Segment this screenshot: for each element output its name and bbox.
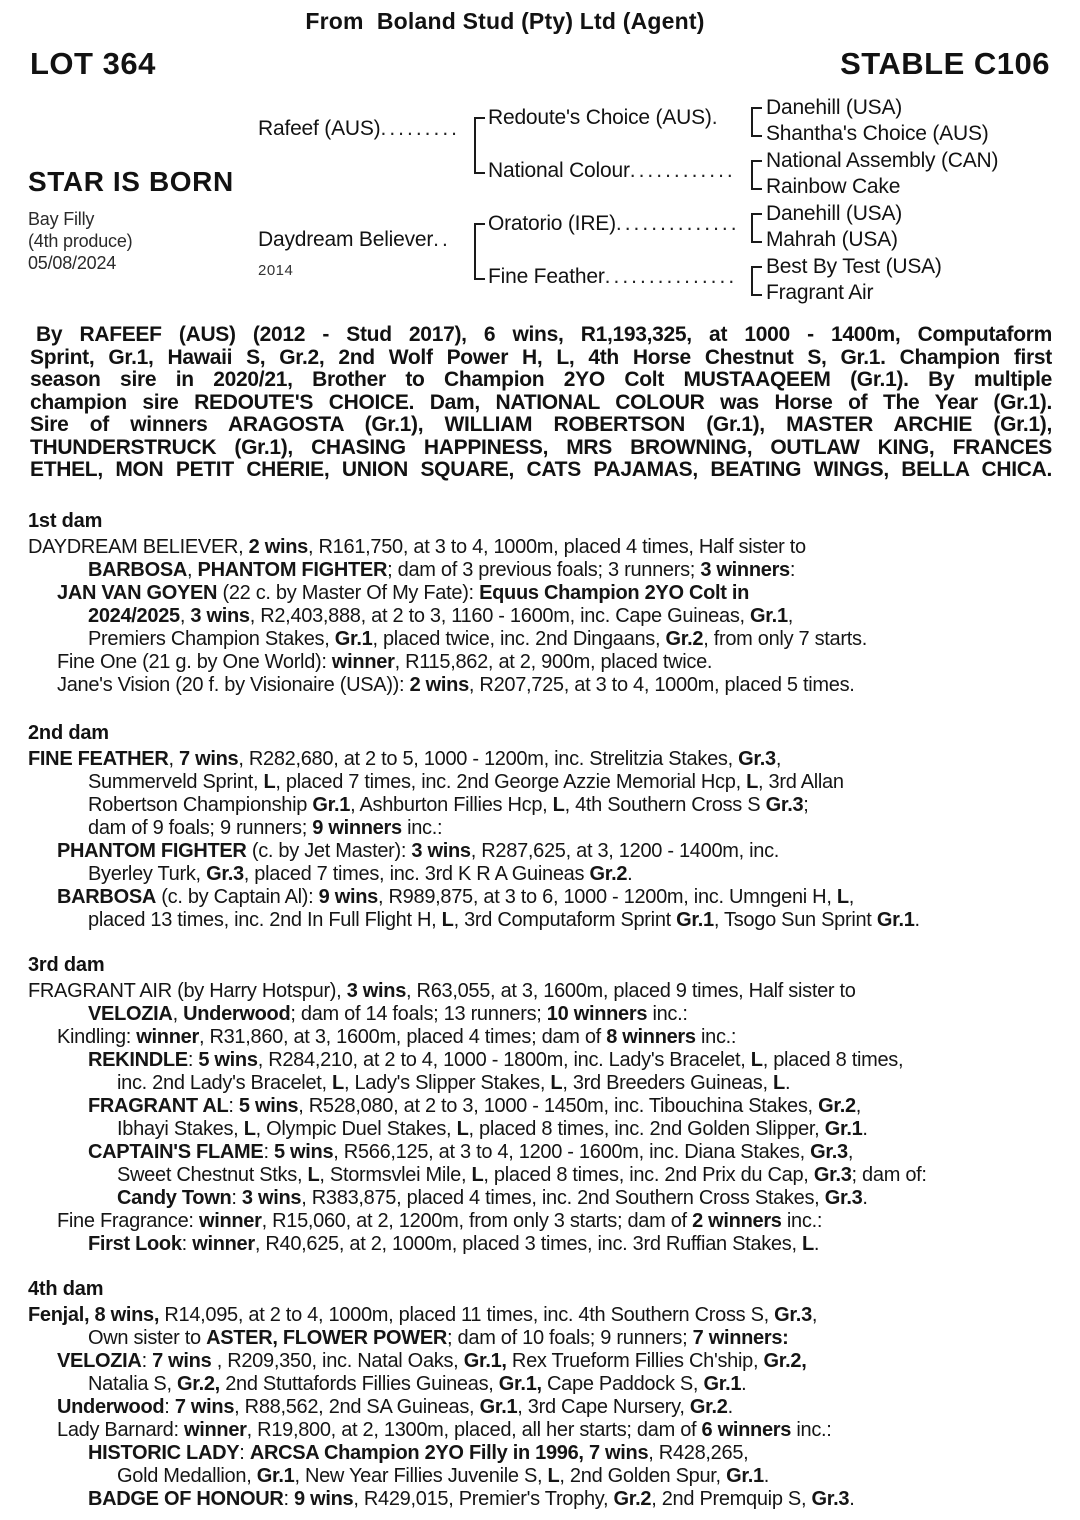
sire-summary-line: Sprint, Gr.1, Hawaii S, Gr.2, 2nd Wolf Power H, L, 4th Horse Chestnut S, Gr.1. Champion first bbox=[30, 345, 1052, 369]
pedigree-bracket bbox=[474, 117, 485, 174]
pedigree-text-line bbox=[28, 536, 1054, 559]
emphasized-text: Gr.1 bbox=[479, 1396, 518, 1418]
plain-text: , R287,625, at 3, 1200 - 1400m, inc. bbox=[470, 840, 780, 862]
plain-text: inc. 2nd Lady's Bracelet, bbox=[117, 1072, 333, 1094]
pedigree-bracket bbox=[751, 266, 762, 296]
emphasized-text: Gr.2 bbox=[665, 628, 704, 650]
leader-dots: . bbox=[711, 106, 721, 129]
plain-text: ; dam of 10 foals; 9 runners; bbox=[447, 1327, 693, 1349]
emphasized-text: Gr.3 bbox=[774, 1304, 812, 1326]
plain-text: Premiers Champion Stakes, bbox=[88, 628, 335, 650]
plain-text: . bbox=[914, 909, 920, 931]
plain-text: , R209,350, inc. Natal Oaks, bbox=[211, 1350, 464, 1372]
emphasized-text: L bbox=[550, 1072, 563, 1094]
emphasized-text: 9 winners bbox=[312, 817, 402, 839]
pedigree-name-text: Fragrant Air bbox=[766, 281, 874, 304]
plain-text: Summerveld Sprint, bbox=[88, 771, 264, 793]
pedigree-gen3-name bbox=[766, 202, 902, 226]
emphasized-text: L bbox=[243, 1118, 256, 1140]
emphasized-text: Equus Champion 2YO Colt in bbox=[479, 582, 750, 604]
plain-text: , bbox=[179, 605, 191, 627]
plain-text: (c. by Captain Al): bbox=[156, 886, 319, 908]
emphasized-text: Gr.2 bbox=[613, 1488, 652, 1510]
pedigree-text-line bbox=[28, 1233, 1054, 1256]
pedigree-text-line bbox=[28, 1141, 1054, 1164]
pedigree-name-text: Daydream Believer bbox=[258, 228, 434, 251]
plain-text: : bbox=[263, 1141, 274, 1163]
leader-dots: .. bbox=[433, 228, 451, 251]
emphasized-text: L bbox=[801, 1233, 814, 1255]
plain-text: , bbox=[172, 1003, 184, 1025]
pedigree-bracket bbox=[751, 160, 762, 190]
emphasized-text: BARBOSA bbox=[88, 559, 188, 581]
emphasized-text: 2 winners bbox=[692, 1210, 782, 1232]
sire-summary-line: season sire in 2020/21, Brother to Champion 2YO Colt MUSTAAQEEM (Gr.1). By multiple bbox=[30, 368, 1052, 391]
plain-text: . bbox=[862, 1187, 868, 1209]
dam-section-title: 1st dam bbox=[28, 510, 103, 532]
pedigree-text-line bbox=[28, 1049, 1054, 1072]
plain-text: . bbox=[763, 1465, 770, 1487]
pedigree-text-line bbox=[28, 651, 1054, 674]
plain-text: , Tsogo Sun Sprint bbox=[713, 909, 877, 931]
pedigree-text-line bbox=[28, 1373, 1054, 1396]
sire-summary-paragraph bbox=[30, 324, 1052, 482]
plain-text: Rex Trueform Fillies Ch'ship, bbox=[506, 1350, 764, 1372]
plain-text: ; dam of 3 previous foals; 3 runners; bbox=[387, 559, 701, 581]
plain-text: . bbox=[862, 1118, 868, 1140]
emphasized-text: L bbox=[547, 1465, 560, 1487]
plain-text: , R429,015, Premier's Trophy, bbox=[353, 1488, 614, 1510]
lot-number: LOT 364 bbox=[30, 46, 156, 81]
leader-dots: ............... bbox=[604, 265, 738, 288]
emphasized-text: Gr.3 bbox=[738, 748, 776, 770]
plain-text: , R566,125, at 3 to 4, 1200 - 1600m, inc. Diana Stakes, bbox=[333, 1141, 811, 1163]
pedigree-text-line bbox=[28, 1304, 1054, 1327]
plain-text: , bbox=[187, 559, 198, 581]
pedigree-text-line bbox=[28, 1327, 1054, 1350]
plain-text: : bbox=[239, 1442, 250, 1464]
plain-text: , placed 8 times, inc. 2nd Prix du Cap, bbox=[483, 1164, 814, 1186]
plain-text: R14,095, at 2 to 4, 1000m, placed 11 times, inc. 4th Southern Cross S, bbox=[159, 1304, 775, 1326]
plain-text: , placed twice, inc. 2nd Dingaans, bbox=[372, 628, 666, 650]
plain-text: Lady Barnard: bbox=[57, 1419, 184, 1441]
plain-text: inc.: bbox=[695, 1026, 737, 1048]
emphasized-text: 3 wins bbox=[190, 605, 250, 627]
emphasized-text: L bbox=[836, 886, 849, 908]
plain-text: . bbox=[741, 1373, 747, 1395]
pedigree-text-line bbox=[28, 559, 1054, 582]
pedigree-gen3-name bbox=[766, 149, 998, 173]
plain-text: , bbox=[811, 1304, 818, 1326]
emphasized-text: Gr.1 bbox=[824, 1118, 863, 1140]
plain-text: Byerley Turk, bbox=[88, 863, 207, 885]
sire-summary-line: ETHEL, MON PETIT CHERIE, UNION SQUARE, CATS PAJAMAS, BEATING WINGS, BELLA CHICA. bbox=[30, 458, 1052, 481]
emphasized-text: Gr.1, bbox=[498, 1373, 542, 1395]
plain-text: , placed 7 times, inc. 3rd K R A Guineas bbox=[243, 863, 590, 885]
pedigree-gen3-name bbox=[766, 122, 989, 146]
pedigree-text-line bbox=[28, 1210, 1054, 1233]
emphasized-text: Candy Town bbox=[117, 1187, 232, 1209]
plain-text: Robertson Championship bbox=[88, 794, 313, 816]
emphasized-text: Gr.1 bbox=[312, 794, 351, 816]
plain-text: , bbox=[775, 748, 782, 770]
plain-text: , R528,080, at 2 to 3, 1000 - 1450m, inc. Tibouchina Stakes, bbox=[298, 1095, 819, 1117]
pedigree-text-line bbox=[28, 1419, 1054, 1442]
pedigree-gen2-name bbox=[488, 106, 721, 130]
leader-dots: .............. bbox=[615, 212, 740, 235]
emphasized-text: ARCSA Champion 2YO Filly in 1996, 7 wins bbox=[249, 1442, 649, 1464]
pedigree-dam-year: 2014 bbox=[258, 262, 294, 279]
pedigree-name-text: Danehill (USA) bbox=[766, 96, 903, 119]
emphasized-text: Underwood bbox=[183, 1003, 291, 1025]
horse-produce-note: (4th produce) bbox=[28, 231, 133, 251]
pedigree-text-line bbox=[28, 1442, 1054, 1465]
emphasized-text: L bbox=[471, 1164, 484, 1186]
emphasized-text: 5 wins bbox=[238, 1095, 299, 1117]
plain-text: , R15,060, at 2, 1200m, from only 3 starts; dam of bbox=[261, 1210, 693, 1232]
pedigree-name-text: Redoute's Choice (AUS) bbox=[488, 106, 712, 129]
consignor-line: From Boland Stud (Pty) Ltd (Agent) bbox=[305, 8, 705, 34]
emphasized-text: 2 wins bbox=[409, 674, 469, 696]
emphasized-text: ASTER, FLOWER POWER bbox=[206, 1327, 448, 1349]
pedigree-text-line bbox=[28, 628, 1054, 651]
plain-text: ; dam of 14 foals; 13 runners; bbox=[290, 1003, 547, 1025]
emphasized-text: REKINDLE bbox=[88, 1049, 188, 1071]
dam-section bbox=[28, 510, 1054, 697]
plain-text: , bbox=[848, 886, 855, 908]
plain-text: Fine Fragrance: bbox=[57, 1210, 199, 1232]
pedigree-text-line bbox=[28, 817, 1054, 840]
plain-text: : bbox=[141, 1350, 153, 1372]
plain-text: , placed 8 times, bbox=[762, 1049, 904, 1071]
pedigree-bracket bbox=[751, 213, 762, 243]
dam-section-title: 4th dam bbox=[28, 1278, 104, 1300]
plain-text: : bbox=[283, 1488, 295, 1510]
pedigree-text-line bbox=[28, 886, 1054, 909]
emphasized-text: Gr.3 bbox=[765, 794, 804, 816]
emphasized-text: First Look bbox=[88, 1233, 182, 1255]
emphasized-text: 7 wins bbox=[152, 1350, 212, 1372]
emphasized-text: winner bbox=[198, 1210, 262, 1232]
emphasized-text: 8 winners bbox=[606, 1026, 696, 1048]
pedigree-text-line bbox=[28, 748, 1054, 771]
plain-text: inc.: bbox=[791, 1419, 832, 1441]
plain-text: : bbox=[187, 1049, 199, 1071]
emphasized-text: L bbox=[263, 771, 276, 793]
plain-text: . bbox=[849, 1488, 855, 1510]
plain-text: , Olympic Duel Stakes, bbox=[255, 1118, 457, 1140]
plain-text: , R31,860, at 3, 1600m, placed 4 times; dam of bbox=[198, 1026, 607, 1048]
plain-text: Jane's Vision (20 f. by Visionaire (USA)): bbox=[57, 674, 410, 696]
plain-text: : bbox=[228, 1095, 239, 1117]
pedigree-text-line bbox=[28, 1488, 1054, 1511]
plain-text: , 2nd Golden Spur, bbox=[559, 1465, 727, 1487]
pedigree-gen2-name bbox=[488, 265, 737, 289]
pedigree-text-line bbox=[28, 771, 1054, 794]
pedigree-name-text: Oratorio (IRE) bbox=[488, 212, 616, 235]
plain-text: placed 13 times, inc. 2nd In Full Flight H, bbox=[88, 909, 442, 931]
plain-text: , R989,875, at 3 to 6, 1000 - 1200m, inc. Umngeni H, bbox=[378, 886, 837, 908]
pedigree-text-line bbox=[28, 605, 1054, 628]
emphasized-text: 10 winners bbox=[546, 1003, 648, 1025]
dam-section bbox=[28, 722, 1054, 932]
plain-text: , from only 7 starts. bbox=[703, 628, 867, 650]
plain-text: : bbox=[231, 1187, 242, 1209]
emphasized-text: Gr.3 bbox=[824, 1187, 863, 1209]
plain-text: , R284,210, at 2 to 4, 1000 - 1800m, inc. Lady's Bracelet, bbox=[257, 1049, 751, 1071]
pedigree-text-line bbox=[28, 980, 1054, 1003]
pedigree-bracket bbox=[474, 223, 485, 280]
emphasized-text: Gr.1 bbox=[334, 628, 373, 650]
pedigree-name-text: National Assembly (CAN) bbox=[766, 149, 999, 172]
pedigree-gen3-name bbox=[766, 255, 942, 279]
pedigree-gen3-name bbox=[766, 175, 900, 199]
pedigree-dam-name bbox=[258, 228, 451, 252]
plain-text: Natalia S, bbox=[88, 1373, 177, 1395]
plain-text: , R19,800, at 2, 1300m, placed, all her starts; dam of bbox=[246, 1419, 702, 1441]
plain-text: : bbox=[164, 1396, 175, 1418]
emphasized-text: L bbox=[552, 794, 565, 816]
emphasized-text: PHANTOM FIGHTER bbox=[57, 840, 247, 862]
emphasized-text: VELOZIA bbox=[88, 1003, 173, 1025]
plain-text: . bbox=[727, 1396, 733, 1418]
plain-text: ; dam of: bbox=[851, 1164, 927, 1186]
emphasized-text: HISTORIC LADY bbox=[88, 1442, 240, 1464]
emphasized-text: Underwood bbox=[57, 1396, 165, 1418]
emphasized-text: 6 winners bbox=[701, 1419, 792, 1441]
emphasized-text: L bbox=[332, 1072, 344, 1094]
plain-text: Ibhayi Stakes, bbox=[117, 1118, 244, 1140]
emphasized-text: winner bbox=[331, 651, 395, 673]
pedigree-text-line bbox=[28, 1164, 1054, 1187]
plain-text: , 2nd Premquip S, bbox=[651, 1488, 812, 1510]
plain-text: , 3rd Allan bbox=[758, 771, 844, 793]
emphasized-text: Gr.1 bbox=[676, 909, 714, 931]
plain-text: , R282,680, at 2 to 5, 1000 - 1200m, inc. Strelitzia Stakes, bbox=[238, 748, 739, 770]
plain-text: , R383,875, placed 4 times, inc. 2nd Southern Cross Stakes, bbox=[301, 1187, 825, 1209]
plain-text: , placed 7 times, inc. 2nd George Azzie Memorial Hcp, bbox=[275, 771, 747, 793]
emphasized-text: 3 winners bbox=[700, 559, 790, 581]
emphasized-text: Fenjal, 8 wins, bbox=[28, 1304, 160, 1326]
emphasized-text: 7 wins bbox=[179, 748, 239, 770]
sire-summary-line: THUNDERSTRUCK (Gr.1), CHASING HAPPINESS, MRS BROWNING, OUTLAW KING, FRANCES bbox=[30, 435, 1052, 459]
emphasized-text: Gr.3 bbox=[810, 1141, 848, 1163]
emphasized-text: winner bbox=[136, 1026, 199, 1048]
emphasized-text: L bbox=[456, 1118, 469, 1140]
plain-text: , bbox=[855, 1095, 862, 1117]
pedigree-text-line bbox=[28, 674, 1054, 697]
plain-text: , 3rd Computaform Sprint bbox=[453, 909, 677, 931]
emphasized-text: PHANTOM FIGHTER bbox=[197, 559, 388, 581]
emphasized-text: 2 wins bbox=[248, 536, 309, 558]
emphasized-text: Gr.1 bbox=[703, 1373, 742, 1395]
pedigree-text-line bbox=[28, 1095, 1054, 1118]
plain-text: , 3rd Cape Nursery, bbox=[517, 1396, 690, 1418]
plain-text: , R161,750, at 3 to 4, 1000m, placed 4 times, Half sister to bbox=[308, 536, 806, 558]
plain-text: , New Year Fillies Juvenile S, bbox=[294, 1465, 548, 1487]
emphasized-text: Gr.2 bbox=[818, 1095, 856, 1117]
plain-text: , bbox=[168, 748, 179, 770]
plain-text: , Ashburton Fillies Hcp, bbox=[350, 794, 553, 816]
emphasized-text: VELOZIA bbox=[57, 1350, 142, 1372]
pedigree-name-text: Rafeef (AUS) bbox=[258, 117, 381, 140]
pedigree-text-line bbox=[28, 1118, 1054, 1141]
emphasized-text: 2024/2025 bbox=[88, 605, 180, 627]
plain-text: : bbox=[789, 559, 796, 581]
emphasized-text: winner bbox=[184, 1419, 247, 1441]
dam-section-title: 2nd dam bbox=[28, 722, 109, 744]
emphasized-text: Gr.3 bbox=[811, 1488, 850, 1510]
emphasized-text: L bbox=[441, 909, 454, 931]
pedigree-text-line bbox=[28, 1396, 1054, 1419]
plain-text: (c. by Jet Master): bbox=[246, 840, 412, 862]
pedigree-text-line bbox=[28, 1072, 1054, 1095]
emphasized-text: Gr.2, bbox=[176, 1373, 220, 1395]
sire-summary-line: By RAFEEF (AUS) (2012 - Stud 2017), 6 wins, R1,193,325, at 1000 - 1400m, Computaform bbox=[36, 323, 1052, 346]
pedigree-text-line bbox=[28, 1026, 1054, 1049]
pedigree-bracket bbox=[751, 107, 762, 137]
emphasized-text: Gr.1 bbox=[750, 605, 788, 627]
emphasized-text: BADGE OF HONOUR bbox=[88, 1488, 284, 1510]
plain-text: Cape Paddock S, bbox=[541, 1373, 704, 1395]
emphasized-text: winner bbox=[192, 1233, 255, 1255]
plain-text: , R207,725, at 3 to 4, 1000m, placed 5 times. bbox=[468, 674, 855, 696]
emphasized-text: CAPTAIN'S FLAME bbox=[88, 1141, 264, 1163]
plain-text: , R428,265, bbox=[648, 1442, 749, 1464]
emphasized-text: 3 wins bbox=[346, 980, 407, 1002]
pedigree-name-text: Shantha's Choice (AUS) bbox=[766, 122, 989, 145]
plain-text: FRAGRANT AIR (by Harry Hotspur), bbox=[28, 980, 347, 1002]
pedigree-text-line bbox=[28, 840, 1054, 863]
plain-text: : bbox=[181, 1233, 193, 1255]
plain-text: (22 c. by Master Of My Fate): bbox=[217, 582, 480, 604]
plain-text: , Lady's Slipper Stakes, bbox=[343, 1072, 551, 1094]
pedigree-chart bbox=[0, 0, 1080, 310]
plain-text: , R40,625, at 2, 1000m, placed 3 times, inc. 3rd Ruffian Stakes, bbox=[254, 1233, 802, 1255]
horse-name: STAR IS BORN bbox=[28, 166, 234, 197]
pedigree-name-text: Rainbow Cake bbox=[766, 175, 901, 198]
plain-text: . bbox=[627, 863, 633, 885]
plain-text: Sweet Chestnut Stks, bbox=[117, 1164, 308, 1186]
pedigree-text-line bbox=[28, 794, 1054, 817]
pedigree-text-line bbox=[28, 582, 1054, 605]
emphasized-text: FINE FEATHER bbox=[28, 748, 169, 770]
pedigree-name-text: Danehill (USA) bbox=[766, 202, 903, 225]
pedigree-name-text: Mahrah (USA) bbox=[766, 228, 898, 251]
emphasized-text: L bbox=[307, 1164, 320, 1186]
emphasized-text: Gr.1 bbox=[876, 909, 915, 931]
dam-section bbox=[28, 954, 1054, 1256]
leader-dots: ......... bbox=[380, 117, 460, 140]
plain-text: . bbox=[813, 1233, 820, 1255]
pedigree-text-line bbox=[28, 909, 1054, 932]
sire-summary-line: Sire of winners ARAGOSTA (Gr.1), WILLIAM ROBERTSON (Gr.1), MASTER ARCHIE (Gr.1), bbox=[30, 413, 1052, 436]
plain-text: Kindling: bbox=[57, 1026, 137, 1048]
dam-section-title: 3rd dam bbox=[28, 954, 105, 976]
pedigree-gen3-name bbox=[766, 228, 898, 252]
pedigree-text-line bbox=[28, 1003, 1054, 1026]
emphasized-text: 3 wins bbox=[241, 1187, 302, 1209]
emphasized-text: Gr.2, bbox=[763, 1350, 807, 1372]
emphasized-text: FRAGRANT AL bbox=[88, 1095, 229, 1117]
pedigree-text-line bbox=[28, 863, 1054, 886]
stable-number: STABLE C106 bbox=[840, 46, 1050, 81]
emphasized-text: 7 wins bbox=[174, 1396, 235, 1418]
plain-text: , placed 8 times, inc. 2nd Golden Slipper, bbox=[468, 1118, 825, 1140]
emphasized-text: Gr.2 bbox=[589, 863, 628, 885]
emphasized-text: 5 wins bbox=[273, 1141, 334, 1163]
plain-text: Fine One (21 g. by One World): bbox=[57, 651, 332, 673]
emphasized-text: Gr.3 bbox=[813, 1164, 852, 1186]
emphasized-text: 5 wins bbox=[198, 1049, 258, 1071]
plain-text: , R2,403,888, at 2 to 3, 1160 - 1600m, inc. Cape Guineas, bbox=[249, 605, 751, 627]
sire-summary-line: champion sire REDOUTE'S CHOICE. Dam, NATIONAL COLOUR was Horse of The Year (Gr.1). bbox=[30, 390, 1052, 414]
emphasized-text: 3 wins bbox=[411, 840, 471, 862]
plain-text: , R115,862, at 2, 900m, placed twice. bbox=[394, 651, 713, 673]
emphasized-text: JAN VAN GOYEN bbox=[57, 582, 218, 604]
plain-text: , bbox=[847, 1141, 854, 1163]
emphasized-text: Gr.2 bbox=[689, 1396, 728, 1418]
plain-text: ; bbox=[803, 794, 809, 816]
pedigree-gen3-name bbox=[766, 96, 902, 120]
pedigree-text-line bbox=[28, 1187, 1054, 1210]
emphasized-text: Gr.3 bbox=[206, 863, 244, 885]
horse-color-sex: Bay Filly bbox=[28, 209, 95, 229]
plain-text: inc.: bbox=[647, 1003, 688, 1025]
pedigree-gen3-name bbox=[766, 281, 873, 305]
plain-text: . bbox=[784, 1072, 791, 1094]
pedigree-sire-name bbox=[258, 117, 460, 141]
emphasized-text: BARBOSA bbox=[57, 886, 157, 908]
emphasized-text: 7 winners: bbox=[692, 1327, 789, 1349]
plain-text: , R88,562, 2nd SA Guineas, bbox=[234, 1396, 480, 1418]
plain-text: dam of 9 foals; 9 runners; bbox=[88, 817, 313, 839]
plain-text: , R63,055, at 3, 1600m, placed 9 times, Half sister to bbox=[406, 980, 856, 1002]
horse-foal-date: 05/08/2024 bbox=[28, 253, 117, 273]
emphasized-text: 9 wins bbox=[294, 1488, 354, 1510]
plain-text: , 3rd Breeders Guineas, bbox=[562, 1072, 774, 1094]
pedigree-gen2-name bbox=[488, 159, 736, 183]
pedigree-text-line bbox=[28, 1350, 1054, 1373]
emphasized-text: L bbox=[750, 1049, 763, 1071]
pedigree-gen2-name bbox=[488, 212, 740, 236]
emphasized-text: L bbox=[746, 771, 759, 793]
plain-text: , bbox=[787, 605, 794, 627]
plain-text: Gold Medallion, bbox=[117, 1465, 257, 1487]
plain-text: inc.: bbox=[781, 1210, 823, 1232]
emphasized-text: Gr.1 bbox=[726, 1465, 764, 1487]
plain-text: , 4th Southern Cross S bbox=[564, 794, 766, 816]
dam-section bbox=[28, 1278, 1054, 1511]
emphasized-text: Gr.1, bbox=[463, 1350, 507, 1372]
pedigree-name-text: Best By Test (USA) bbox=[766, 255, 942, 278]
pedigree-name-text: Fine Feather bbox=[488, 265, 605, 288]
plain-text: 2nd Stuttafords Fillies Guineas, bbox=[219, 1373, 499, 1395]
emphasized-text: 9 wins bbox=[318, 886, 379, 908]
pedigree-name-text: National Colour bbox=[488, 159, 630, 182]
pedigree-text-line bbox=[28, 1465, 1054, 1488]
emphasized-text: L bbox=[773, 1072, 785, 1094]
leader-dots: ............ bbox=[629, 159, 736, 182]
plain-text: inc.: bbox=[401, 817, 443, 839]
emphasized-text: Gr.1 bbox=[256, 1465, 295, 1487]
plain-text: , Stormsvlei Mile, bbox=[319, 1164, 472, 1186]
plain-text: Own sister to bbox=[88, 1327, 207, 1349]
plain-text: DAYDREAM BELIEVER, bbox=[28, 536, 249, 558]
